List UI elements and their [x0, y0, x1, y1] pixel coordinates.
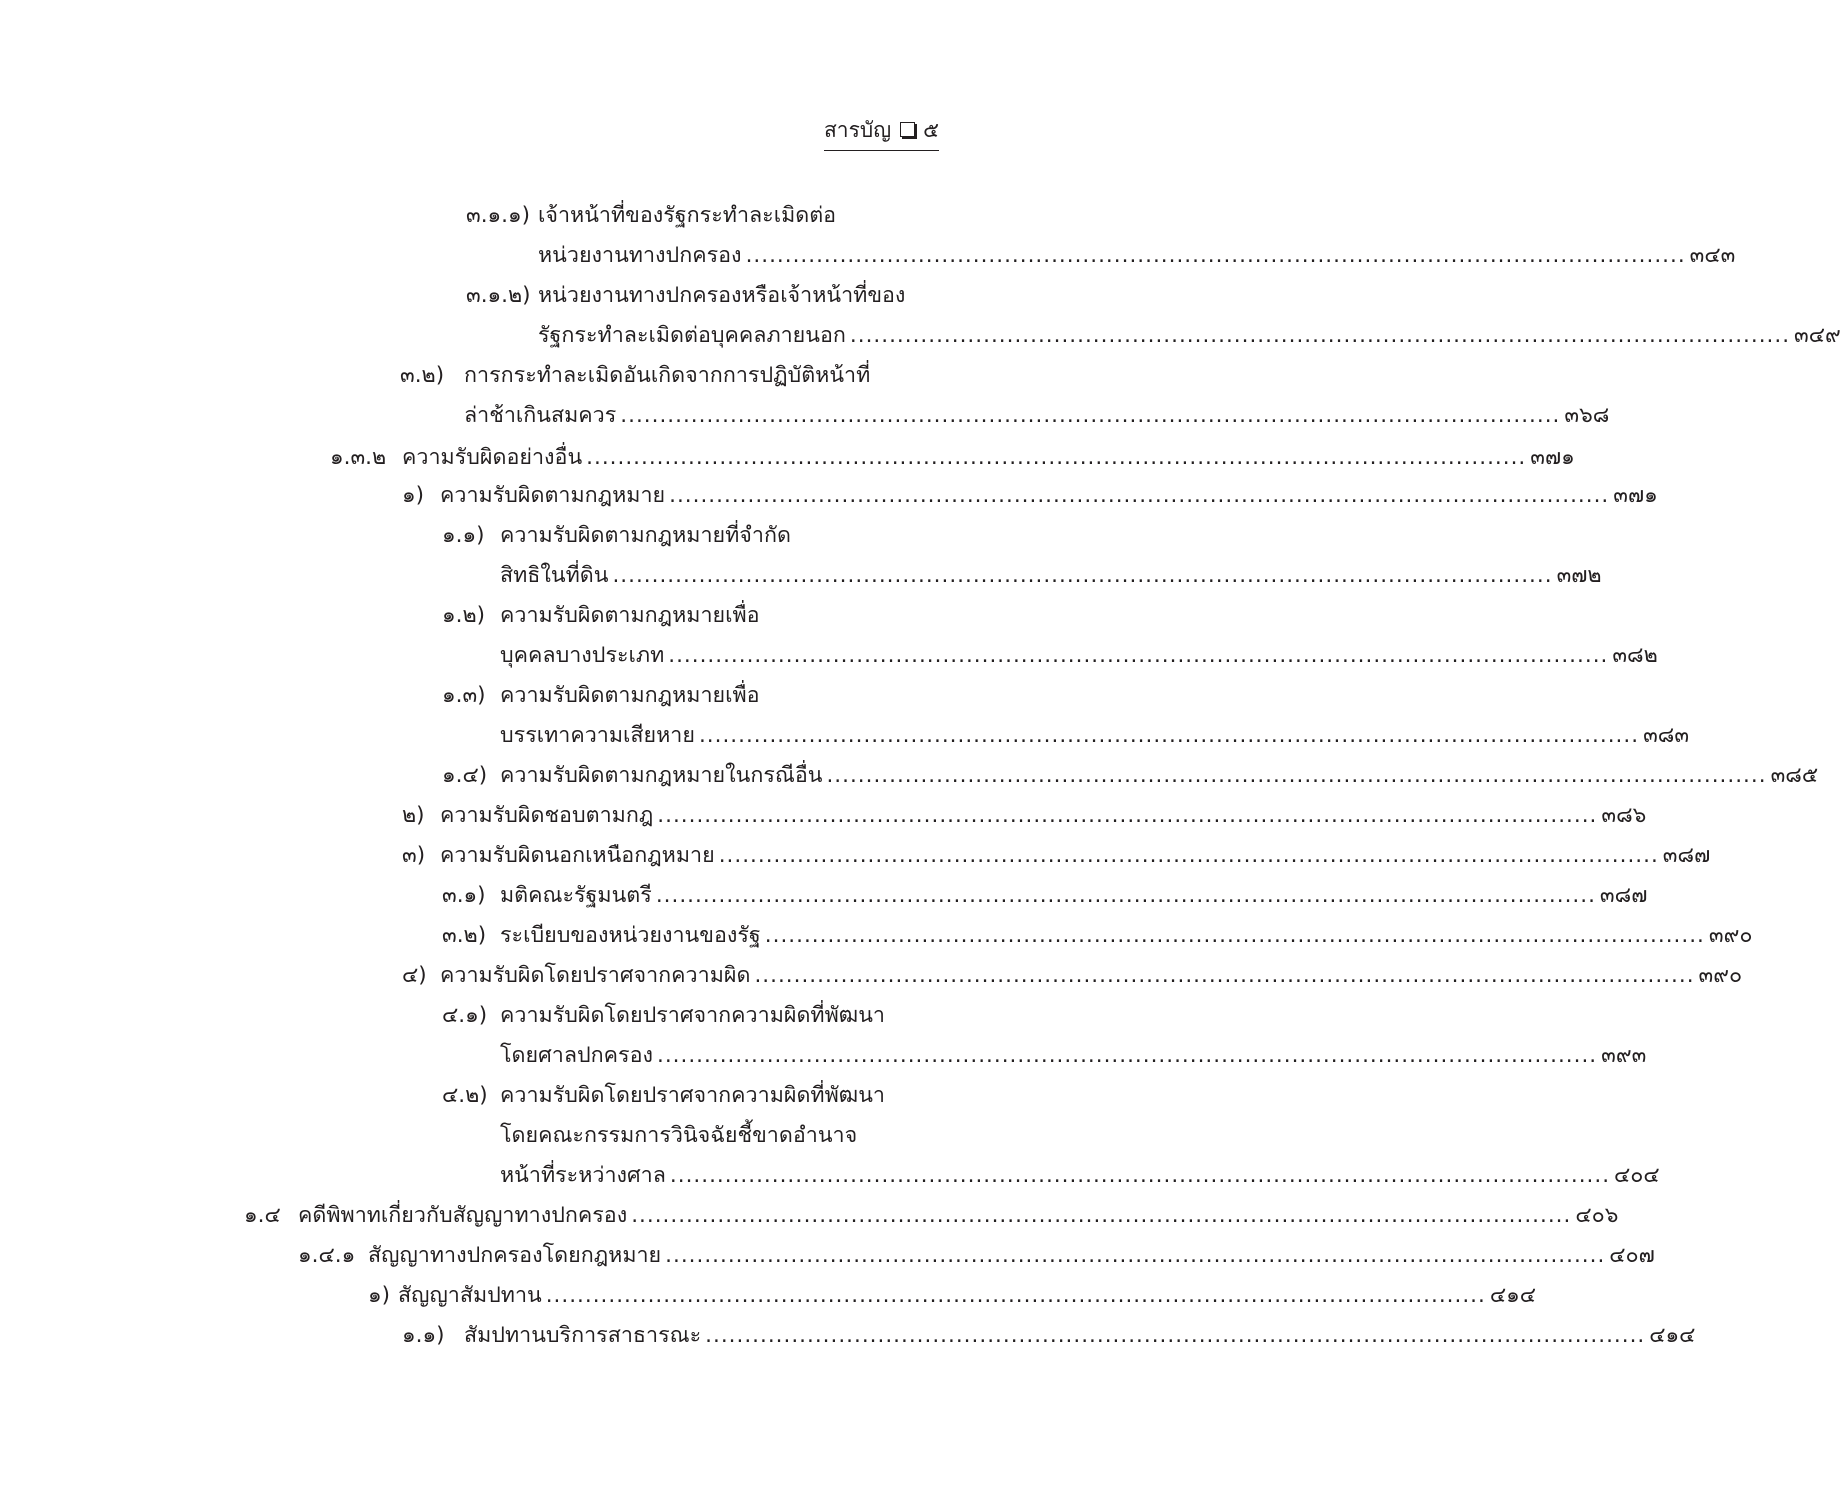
dot-leader: ........................................................................................................................: [668, 643, 1609, 668]
dot-leader: ........................................................................................................................: [669, 1163, 1611, 1188]
entry-number: ๓.๑): [442, 883, 486, 908]
entry-page-number: ๔๐๗: [1609, 1243, 1655, 1268]
entry-number: ๓.๑.๑): [466, 203, 531, 228]
entry-title: สิทธิในที่ดิน: [500, 563, 609, 588]
entry-number: ๑): [402, 483, 425, 508]
entry-title: ความรับผิดตามกฎหมายในกรณีอื่น: [500, 763, 823, 788]
entry-number: ๔): [402, 963, 427, 988]
entry-number: ๑.๔: [244, 1203, 281, 1228]
dot-leader: ........................................................................................................................: [764, 923, 1705, 948]
entry-title: บรรเทาความเสียหาย: [500, 723, 695, 748]
toc-entry: [398, 1276, 1537, 1316]
entry-title: ความรับผิดโดยปราศจากความผิดที่พัฒนา: [500, 1003, 885, 1028]
entry-title: ระเบียบของหน่วยงานของรัฐ: [500, 923, 761, 948]
entry-title: บุคคลบางประเภท: [500, 643, 665, 668]
entry-title: หน้าที่ระหว่างศาล: [500, 1163, 666, 1188]
entry-page-number: ๔๑๔: [1489, 1283, 1537, 1308]
entry-page-number: ๓๔๙: [1794, 323, 1841, 348]
entry-page-number: ๔๑๔: [1649, 1323, 1696, 1348]
entry-page-number: ๓๗๑: [1530, 445, 1575, 470]
entry-page-number: ๔๐๖: [1575, 1203, 1619, 1228]
entry-title: มติคณะรัฐมนตรี: [500, 883, 652, 908]
entry-page-number: ๓๙๐: [1698, 963, 1743, 988]
toc-entry: [500, 916, 1753, 956]
toc-entry: [440, 476, 1658, 516]
dot-leader: ........................................................................................................................: [612, 563, 1553, 588]
entry-title: เจ้าหน้าที่ของรัฐกระทำละเมิดต่อ: [538, 203, 837, 228]
header-label: สารบัญ: [823, 118, 892, 142]
entry-title: ความรับผิดชอบตามกฎ: [440, 803, 654, 828]
toc-entry: [368, 1236, 1655, 1276]
entry-title: คดีพิพาทเกี่ยวกับสัญญาทางปกครอง: [298, 1203, 628, 1228]
toc-entry: [464, 396, 1610, 436]
entry-title: รัฐกระทำละเมิดต่อบุคคลภายนอก: [538, 323, 846, 348]
entry-number: ๔.๒): [442, 1083, 488, 1108]
toc-entry: [464, 1316, 1696, 1356]
toc-entry: [440, 836, 1711, 876]
dot-leader: ........................................................................................................................: [698, 723, 1640, 748]
dot-leader: ........................................................................................................................: [657, 1043, 1598, 1068]
entry-number: ๑.๓.๒: [330, 445, 387, 470]
dot-leader: ........................................................................................................................: [849, 323, 1791, 348]
entry-page-number: ๓๘๒: [1612, 643, 1658, 668]
toc-entry: [500, 756, 1819, 796]
entry-page-number: ๓๗๒: [1556, 563, 1602, 588]
toc-entry: [500, 636, 1658, 676]
entry-number: ๑.๓): [442, 683, 486, 708]
entry-number: ๑.๔.๑: [298, 1243, 356, 1268]
entry-title: ความรับผิดตามกฎหมายที่จำกัด: [500, 523, 791, 548]
entry-title: ความรับผิดตามกฎหมายเพื่อ: [500, 603, 760, 628]
entry-title: สัญญาทางปกครองโดยกฎหมาย: [368, 1243, 662, 1268]
entry-title: ความรับผิดอย่างอื่น: [402, 445, 583, 470]
entry-number: ๓.๑.๒): [466, 283, 531, 308]
entry-title: โดยคณะกรรมการวินิจฉัยชี้ขาดอำนาจ: [500, 1123, 858, 1148]
header-page-number: ๕: [923, 118, 939, 142]
toc-entry: [500, 1156, 1660, 1196]
entry-title: สัมปทานบริการสาธารณะ: [464, 1323, 702, 1348]
entry-title: ความรับผิดโดยปราศจากความผิดที่พัฒนา: [500, 1083, 885, 1108]
dot-leader: ........................................................................................................................: [545, 1283, 1486, 1308]
entry-page-number: ๓๗๑: [1613, 483, 1658, 508]
dot-leader: ........................................................................................................................: [665, 1243, 1606, 1268]
entry-title: หน่วยงานทางปกครอง: [538, 243, 742, 268]
entry-page-number: ๓๙๐: [1708, 923, 1753, 948]
dot-leader: ........................................................................................................................: [657, 803, 1598, 828]
dot-leader: ........................................................................................................................: [826, 763, 1767, 788]
entry-number: ๒): [402, 803, 425, 828]
entry-number: ๑.๒): [442, 603, 486, 628]
entry-page-number: ๓๘๖: [1601, 803, 1647, 828]
entry-number: ๓): [402, 843, 426, 868]
entry-page-number: ๔๐๔: [1614, 1163, 1660, 1188]
dot-leader: ........................................................................................................................: [718, 843, 1659, 868]
entry-title: สัญญาสัมปทาน: [398, 1283, 542, 1308]
entry-page-number: ๓๖๘: [1564, 403, 1610, 428]
toc-entry: [298, 1196, 1619, 1236]
entry-number: ๔.๑): [442, 1003, 488, 1028]
entry-title: ล่าช้าเกินสมควร: [464, 403, 617, 428]
dot-leader: ........................................................................................................................: [586, 445, 1527, 470]
toc-entry: [538, 316, 1841, 356]
toc-entry: [538, 236, 1736, 276]
entry-title: การกระทำละเมิดอันเกิดจากการปฏิบัติหน้าที่: [464, 363, 871, 388]
dot-leader: ........................................................................................................................: [655, 883, 1596, 908]
toc-entry: [440, 796, 1647, 836]
entry-title: ความรับผิดโดยปราศจากความผิด: [440, 963, 751, 988]
dot-leader: ........................................................................................................................: [620, 403, 1561, 428]
entry-number: ๑.๑): [442, 523, 485, 548]
entry-number: ๑.๑): [402, 1323, 445, 1348]
entry-page-number: ๓๘๗: [1599, 883, 1648, 908]
entry-title: ความรับผิดตามกฎหมายเพื่อ: [500, 683, 760, 708]
dot-leader: ........................................................................................................................: [745, 243, 1686, 268]
entry-page-number: ๓๔๓: [1689, 243, 1736, 268]
entry-number: ๓.๒): [400, 363, 445, 388]
entry-title: ความรับผิดตามกฎหมาย: [440, 483, 666, 508]
entry-title: โดยศาลปกครอง: [500, 1043, 654, 1068]
entry-page-number: ๓๘๗: [1662, 843, 1711, 868]
entry-page-number: ๓๘๕: [1770, 763, 1819, 788]
dot-leader: ........................................................................................................................: [669, 483, 1610, 508]
entry-number: ๑): [368, 1283, 391, 1308]
entry-title: หน่วยงานทางปกครองหรือเจ้าหน้าที่ของ: [538, 283, 906, 308]
entry-title: ความรับผิดนอกเหนือกฎหมาย: [440, 843, 715, 868]
hollow-square-bullet-icon: [900, 122, 915, 137]
entry-number: ๑.๔): [442, 763, 488, 788]
toc-entry: [440, 956, 1743, 996]
entry-page-number: ๓๙๓: [1601, 1043, 1647, 1068]
toc-entry: [500, 556, 1602, 596]
toc-entry: [500, 1036, 1647, 1076]
toc-entry: [402, 438, 1575, 478]
toc-entry: [500, 716, 1690, 756]
toc-entry: [500, 876, 1648, 916]
dot-leader: ........................................................................................................................: [705, 1323, 1646, 1348]
dot-leader: ........................................................................................................................: [631, 1203, 1572, 1228]
entry-number: ๓.๒): [442, 923, 487, 948]
entry-page-number: ๓๘๓: [1643, 723, 1690, 748]
page-header: [824, 114, 939, 151]
dot-leader: ........................................................................................................................: [754, 963, 1695, 988]
